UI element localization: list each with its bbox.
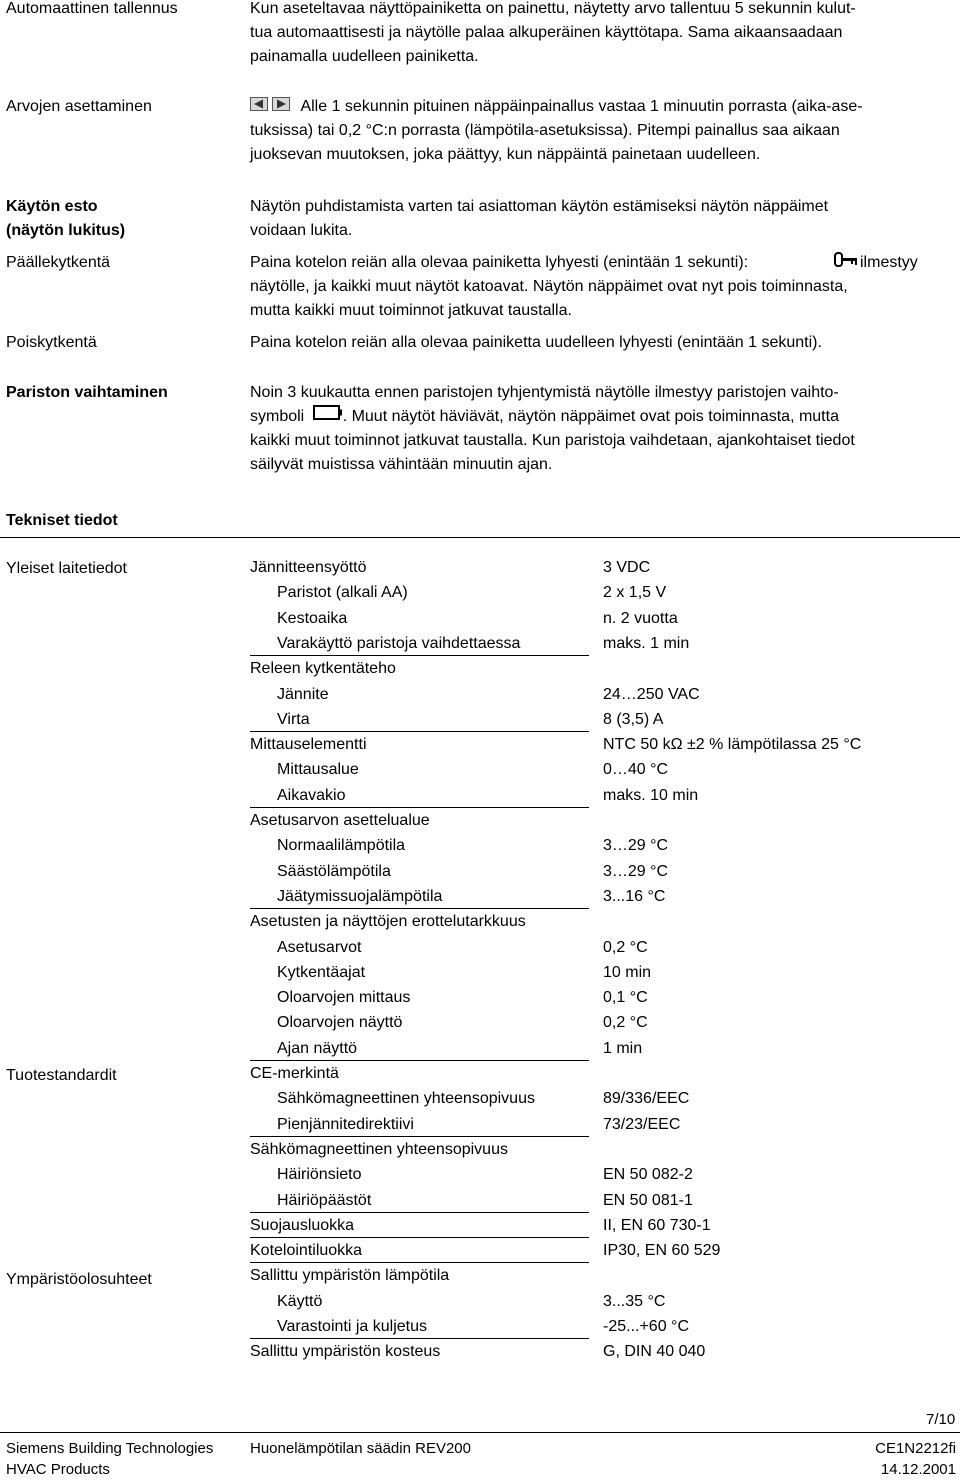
spec-row <box>250 732 950 757</box>
spec-row <box>250 1213 950 1238</box>
spec-value: -25...+60 °C <box>603 1318 689 1335</box>
spec-label: Asetusarvot <box>277 938 362 956</box>
section-label-on-switch: Päällekytkentä <box>6 254 111 271</box>
spec-row <box>250 1086 950 1111</box>
spec-value: EN 50 082-2 <box>603 1166 693 1184</box>
spec-table <box>250 555 950 1375</box>
side-label-environment: Ympäristöolosuhteet <box>6 1271 152 1288</box>
spec-row <box>250 606 950 631</box>
spec-row <box>250 682 950 707</box>
spec-label: Varakäyttö paristoja vaihdettaessa <box>277 634 521 652</box>
text-span: Alle 1 sekunnin pituinen näppäinpainallus vastaa 1 minuutin porrasta (aika-ase- <box>300 98 863 116</box>
spec-label: Ajan näyttö <box>277 1039 358 1057</box>
spec-value: 0…40 °C <box>603 761 669 779</box>
section-label-setting: Arvojen asettaminen <box>6 98 152 115</box>
text-line: painamalla uudelleen painiketta. <box>250 48 479 65</box>
spec-label: Oloarvojen mittaus <box>277 989 411 1007</box>
spec-value: 3…29 °C <box>603 862 669 880</box>
spec-label: Kotelointiluokka <box>250 1242 363 1260</box>
spec-value: 3...35 °C <box>603 1292 666 1310</box>
text-span: symboli <box>250 408 305 426</box>
text-span: Paina kotelon reiän alla olevaa painiketta lyhyesti (enintään 1 sekunti): <box>250 254 749 271</box>
spec-row <box>250 656 950 681</box>
spec-label: Häiriöpäästöt <box>277 1191 372 1209</box>
spec-label: Asetusten ja näyttöjen erottelutarkkuus <box>250 913 526 931</box>
side-label-standards: Tuotestandardit <box>6 1067 117 1084</box>
spec-value: II, EN 60 730-1 <box>603 1216 711 1234</box>
text-line: tua automaattisesti ja näytölle palaa alkuperäinen käyttötapa. Sama aikaansaadaan <box>250 24 843 41</box>
spec-label: Sähkömagneettinen yhteensopivuus <box>250 1140 508 1158</box>
spec-label: Releen kytkentäteho <box>250 660 396 678</box>
spec-value: 1 min <box>603 1039 643 1057</box>
page-number: 7/10 <box>926 1411 956 1428</box>
spec-row <box>250 1010 950 1035</box>
spec-row <box>250 631 950 656</box>
doc-code: CE1N2212fi <box>875 1440 956 1457</box>
spec-label: CE-merkintä <box>250 1065 339 1082</box>
arrow-left-key-icon <box>250 95 268 119</box>
spec-label: Varastointi ja kuljetus <box>277 1318 427 1335</box>
spec-value: EN 50 081-1 <box>603 1191 693 1209</box>
spec-label: Paristot (alkali AA) <box>277 584 408 602</box>
spec-value: IP30, EN 60 529 <box>603 1242 721 1260</box>
spec-row <box>250 1162 950 1187</box>
spec-label: Käyttö <box>277 1292 323 1310</box>
footer-company <box>6 1438 213 1480</box>
spec-value: G, DIN 40 040 <box>603 1343 706 1361</box>
spec-label: Mittauselementti <box>250 736 367 754</box>
spec-value: 73/23/EEC <box>603 1115 681 1133</box>
spec-label: Suojausluokka <box>250 1216 355 1234</box>
spec-value: 0,1 °C <box>603 989 648 1007</box>
section-label-auto-save: Automaattinen tallennus <box>6 0 178 17</box>
spec-row <box>250 1289 950 1314</box>
text-span: ilmestyy <box>860 254 918 271</box>
side-label-general: Yleiset laitetiedot <box>6 560 127 577</box>
spec-row <box>250 935 950 960</box>
spec-row <box>250 1061 950 1086</box>
text-line: mutta kaikki muut toiminnot jatkuvat taustalla. <box>250 302 572 319</box>
spec-row <box>250 1263 950 1288</box>
spec-label: Kytkentäajat <box>277 963 366 981</box>
spec-label: Jännite <box>277 685 329 703</box>
spec-value: 0,2 °C <box>603 1014 648 1032</box>
spec-value: 10 min <box>603 963 652 981</box>
off-switch-text: Paina kotelon reiän alla olevaa painiketta uudelleen lyhyesti (enintään 1 sekunti). <box>250 334 822 351</box>
text-span: . Muut näytöt häviävät, näytön näppäimet ovat pois toiminnasta, mutta <box>342 408 839 426</box>
spec-label: Asetusarvon asettelualue <box>250 812 430 829</box>
label-line: (näytön lukitus) <box>6 222 126 239</box>
text-line <box>250 95 950 119</box>
arrow-right-key-icon <box>272 95 290 119</box>
spec-row <box>250 909 950 934</box>
spec-row <box>250 1238 950 1263</box>
section-heading-tech: Tekniset tiedot <box>6 512 118 529</box>
footer-doc-title: Huonelämpötilan säädin REV200 <box>250 1440 471 1457</box>
spec-label: Häiriönsieto <box>277 1166 362 1184</box>
spec-value: 2 x 1,5 V <box>603 584 667 602</box>
spec-value: maks. 1 min <box>603 634 690 652</box>
spec-row <box>250 808 950 833</box>
spec-value: 3…29 °C <box>603 837 669 855</box>
text-line: näytölle, ja kaikki muut näytöt katoavat. Näytön näppäimet ovat nyt pois toiminnasta, <box>250 278 848 295</box>
spec-row <box>250 1137 950 1162</box>
spec-label: Normaalilämpötila <box>277 837 406 855</box>
spec-row <box>250 985 950 1010</box>
heading-rule <box>0 537 960 538</box>
battery-icon <box>313 405 343 429</box>
spec-label: Jäätymissuojalämpötila <box>277 887 443 905</box>
spec-row <box>250 1112 950 1137</box>
spec-value: 0,2 °C <box>603 938 648 956</box>
spec-value: n. 2 vuotta <box>603 609 678 627</box>
key-icon <box>834 252 858 276</box>
spec-row <box>250 580 950 605</box>
setting-text <box>250 95 950 167</box>
spec-row <box>250 1339 950 1364</box>
spec-row <box>250 960 950 985</box>
spec-label: Kestoaika <box>277 609 348 627</box>
text-line: Noin 3 kuukautta ennen paristojen tyhjentymistä näytölle ilmestyy paristojen vaihto- <box>250 384 839 401</box>
spec-row <box>250 555 950 580</box>
spec-row <box>250 1188 950 1213</box>
spec-value: NTC 50 kΩ ±2 % lämpötilassa 25 °C <box>603 736 862 754</box>
label-line: Käytön esto <box>6 198 98 215</box>
spec-value: maks. 10 min <box>603 786 699 804</box>
spec-value: 8 (3,5) A <box>603 710 664 728</box>
spec-row <box>250 884 950 909</box>
text-line: tuksissa) tai 0,2 °C:n porrasta (lämpötila-asetuksissa). Pitempi painallus saa aikaan <box>250 122 840 140</box>
spec-row <box>250 707 950 732</box>
spec-label: Pienjännitedirektiivi <box>277 1115 414 1133</box>
spec-value: 3...16 °C <box>603 887 666 905</box>
spec-row <box>250 757 950 782</box>
spec-label: Virta <box>277 710 310 728</box>
spec-row <box>250 783 950 808</box>
text-line: Kun aseteltavaa näyttöpainiketta on painettu, näytetty arvo tallentuu 5 sekunnin kulut- <box>250 0 856 17</box>
spec-row <box>250 859 950 884</box>
text-line: kaikki muut toiminnot jatkuvat taustalla. Kun paristoja vaihdetaan, ajankohtaiset tiedot <box>250 432 855 450</box>
spec-value: 24…250 VAC <box>603 685 700 703</box>
footer-rule <box>0 1432 960 1433</box>
section-label-battery: Pariston vaihtaminen <box>6 384 168 401</box>
text-line <box>250 251 950 275</box>
on-switch-text <box>250 251 950 323</box>
spec-value: 89/336/EEC <box>603 1090 690 1108</box>
spec-label: Sallittu ympäristön kosteus <box>250 1343 441 1361</box>
text-line: voidaan lukita. <box>250 222 353 239</box>
lock-text <box>250 195 950 243</box>
spec-row <box>250 833 950 858</box>
text-line: Näytön puhdistamista varten tai asiattoman käytön estämiseksi näytön näppäimet <box>250 198 829 215</box>
text-line: säilyvät muistissa vähintään minuutin ajan. <box>250 456 553 474</box>
spec-label: Jännitteensyöttö <box>250 559 367 576</box>
spec-label: Sähkömagneettinen yhteensopivuus <box>277 1090 535 1108</box>
footer-doc-meta <box>875 1438 956 1480</box>
spec-label: Säästölämpötila <box>277 862 391 880</box>
spec-label: Sallittu ympäristön lämpötila <box>250 1267 450 1285</box>
spec-row <box>250 1314 950 1339</box>
spec-label: Aikavakio <box>277 786 346 804</box>
spec-value: 3 VDC <box>603 559 651 576</box>
company-name: Siemens Building Technologies <box>6 1440 214 1457</box>
division-name: HVAC Products <box>6 1461 110 1478</box>
auto-save-text <box>250 0 950 69</box>
spec-label: Oloarvojen näyttö <box>277 1014 403 1032</box>
spec-label: Mittausalue <box>277 761 359 779</box>
section-label-off-switch: Poiskytkentä <box>6 334 97 351</box>
text-line: juoksevan muutoksen, joka päättyy, kun näppäintä painetaan uudelleen. <box>250 146 761 164</box>
text-line <box>250 405 950 429</box>
section-label-lock <box>6 195 241 243</box>
spec-row <box>250 1036 950 1061</box>
battery-text <box>250 381 950 477</box>
doc-date: 14.12.2001 <box>880 1461 956 1478</box>
